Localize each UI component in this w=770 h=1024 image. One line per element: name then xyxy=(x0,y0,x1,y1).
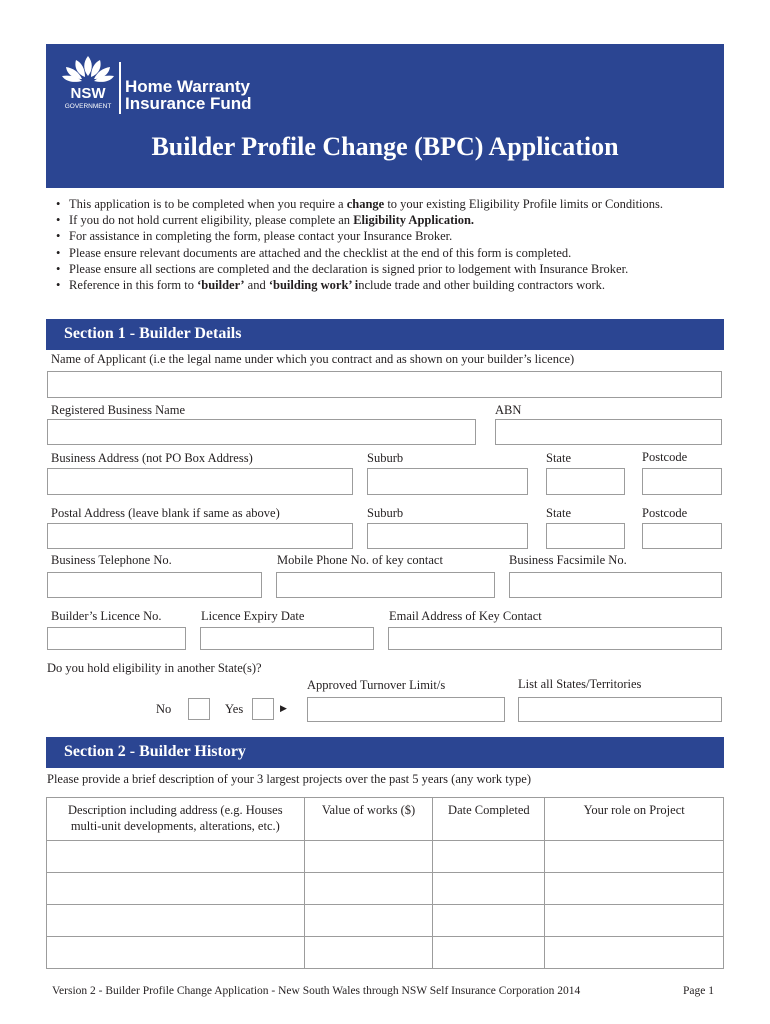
column-header-value: Value of works ($) xyxy=(304,798,433,841)
business-suburb-field[interactable] xyxy=(367,468,528,495)
bullet-documents: • Please ensure relevant documents are attached and the checklist at the end of this form is completed. xyxy=(52,245,742,261)
table-row xyxy=(47,937,724,969)
value-cell[interactable] xyxy=(304,905,433,937)
list-states-field[interactable] xyxy=(518,697,722,722)
no-label: No xyxy=(156,702,172,716)
postal-postcode-field[interactable] xyxy=(642,523,722,549)
licence-no-field[interactable] xyxy=(47,627,186,650)
section1-header xyxy=(46,319,724,350)
table-row xyxy=(47,841,724,873)
business-name-label: Registered Business Name xyxy=(51,403,186,417)
table-row xyxy=(47,873,724,905)
column-header-role: Your role on Project xyxy=(545,798,724,841)
mobile-label: Mobile Phone No. of key contact xyxy=(277,553,443,567)
abn-label: ABN xyxy=(495,403,522,417)
postal-state-field[interactable] xyxy=(546,523,625,549)
description-cell[interactable] xyxy=(47,937,305,969)
date-cell[interactable] xyxy=(433,841,545,873)
email-field[interactable] xyxy=(388,627,722,650)
business-suburb-label: Suburb xyxy=(367,451,404,465)
telephone-field[interactable] xyxy=(47,572,262,598)
fund-name-line2: Insurance Fund xyxy=(125,94,252,113)
page-number: Page 1 xyxy=(683,985,714,997)
facsimile-label: Business Facsimile No. xyxy=(509,553,627,567)
applicant-name-field[interactable] xyxy=(47,371,722,398)
header-banner xyxy=(46,44,724,188)
section1-title: Section 1 - Builder Details xyxy=(64,325,242,342)
date-cell[interactable] xyxy=(433,873,545,905)
bullet-declaration: • Please ensure all sections are completed and the declaration is signed prior to lodgement with Insurance Broker. xyxy=(52,261,742,277)
turnover-field[interactable] xyxy=(307,697,505,722)
turnover-label: Approved Turnover Limit/s xyxy=(307,678,446,692)
table-header-row xyxy=(47,798,724,841)
business-state-field[interactable] xyxy=(546,468,625,495)
date-cell[interactable] xyxy=(433,905,545,937)
role-cell[interactable] xyxy=(545,905,724,937)
description-cell[interactable] xyxy=(47,841,305,873)
telephone-label: Business Telephone No. xyxy=(51,553,172,567)
nsw-waratah-logo xyxy=(58,54,118,112)
yes-checkbox[interactable] xyxy=(252,698,274,720)
business-postcode-label: Postcode xyxy=(642,450,688,464)
postal-state-label: State xyxy=(546,506,571,520)
business-state-label: State xyxy=(546,451,571,465)
role-cell[interactable] xyxy=(545,841,724,873)
government-logo-text: GOVERNMENT xyxy=(64,103,112,110)
list-states-label: List all States/Territories xyxy=(518,677,642,691)
bullet-assistance: • For assistance in completing the form, please contact your Insurance Broker. xyxy=(52,228,742,244)
postal-address-field[interactable] xyxy=(47,523,353,549)
role-cell[interactable] xyxy=(545,937,724,969)
no-checkbox[interactable] xyxy=(188,698,210,720)
logo-divider xyxy=(119,62,121,114)
footer-text: Version 2 - Builder Profile Change Application - New South Wales through NSW Self Insurance Corporation 2014 xyxy=(52,985,581,997)
date-cell[interactable] xyxy=(433,937,545,969)
builder-history-table xyxy=(46,797,724,969)
email-label: Email Address of Key Contact xyxy=(389,609,542,623)
section2-header xyxy=(46,737,724,768)
column-header-date: Date Completed xyxy=(433,798,545,841)
business-name-field[interactable] xyxy=(47,419,476,445)
postal-postcode-label: Postcode xyxy=(642,506,688,520)
arrow-right-icon: ▶ xyxy=(280,703,287,713)
fund-name-line1: Home Warranty xyxy=(125,77,251,96)
yes-label: Yes xyxy=(225,702,244,716)
applicant-name-label: Name of Applicant (i.e the legal name under which you contract and as shown on your builder’s licence) xyxy=(51,352,575,366)
business-address-label: Business Address (not PO Box Address) xyxy=(51,451,253,465)
business-address-field[interactable] xyxy=(47,468,353,495)
column-header-description: Description including address (e.g. Houses multi-unit developments, alterations, etc.) xyxy=(47,798,305,841)
nsw-logo-text: NSW xyxy=(70,85,106,102)
value-cell[interactable] xyxy=(304,873,433,905)
table-row xyxy=(47,905,724,937)
page-title: Builder Profile Change (BPC) Application xyxy=(151,132,619,161)
abn-field[interactable] xyxy=(495,419,722,445)
description-cell[interactable] xyxy=(47,873,305,905)
licence-expiry-label: Licence Expiry Date xyxy=(201,609,305,623)
history-prompt: Please provide a brief description of your 3 largest projects over the past 5 years (any work type) xyxy=(47,772,531,786)
business-postcode-field[interactable] xyxy=(642,468,722,495)
licence-expiry-field[interactable] xyxy=(200,627,374,650)
mobile-field[interactable] xyxy=(276,572,495,598)
postal-address-label: Postal Address (leave blank if same as above) xyxy=(51,506,280,520)
bullet-reference: • Reference in this form to ‘builder’ and ‘building work’ include trade and other building contractors work. xyxy=(52,277,742,293)
bullet-change: • This application is to be completed when you require a change to your existing Eligibility Profile limits or Conditions. xyxy=(52,196,742,212)
value-cell[interactable] xyxy=(304,841,433,873)
licence-no-label: Builder’s Licence No. xyxy=(51,609,162,623)
facsimile-field[interactable] xyxy=(509,572,722,598)
bullet-eligibility: • If you do not hold current eligibility, please complete an Eligibility Application. xyxy=(52,212,742,228)
intro-bullet-list xyxy=(52,196,742,293)
postal-suburb-field[interactable] xyxy=(367,523,528,549)
description-cell[interactable] xyxy=(47,905,305,937)
section2-title: Section 2 - Builder History xyxy=(64,743,246,760)
other-state-question: Do you hold eligibility in another State(s)? xyxy=(47,661,262,675)
postal-suburb-label: Suburb xyxy=(367,506,404,520)
value-cell[interactable] xyxy=(304,937,433,969)
role-cell[interactable] xyxy=(545,873,724,905)
fund-name xyxy=(125,78,252,112)
